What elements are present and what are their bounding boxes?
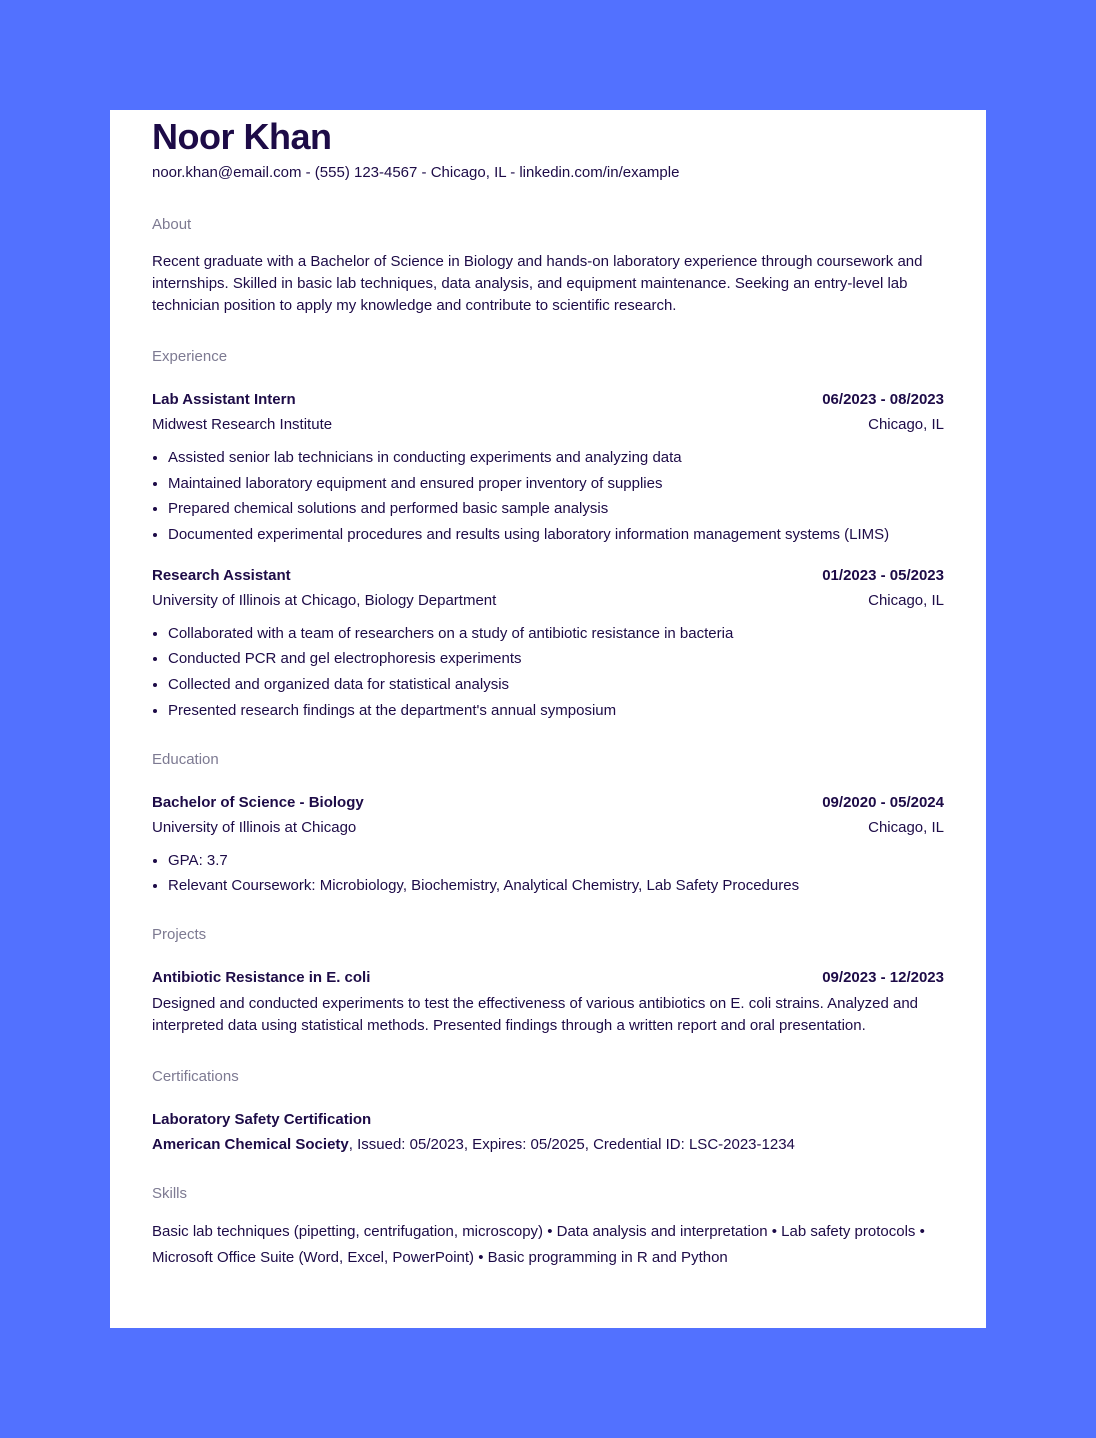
certification-details-line [152, 1136, 944, 1154]
education-degree: Bachelor of Science - Biology [152, 793, 364, 811]
list-item: • Maintained laboratory equipment and ensured proper inventory of supplies [168, 475, 944, 493]
list-item: • Conducted PCR and gel electrophoresis experiments [168, 650, 944, 668]
education-location: Chicago, IL [868, 818, 944, 836]
candidate-name: Noor Khan [152, 116, 332, 157]
education-section-title: Education [152, 750, 219, 768]
education-bullets [152, 852, 944, 896]
skills-section-title: Skills [152, 1185, 188, 1203]
list-item: • Assisted senior lab technicians in conducting experiments and analyzing data [168, 449, 944, 467]
about-section-title: About [152, 216, 192, 233]
experience-section-title: Experience [152, 348, 228, 365]
job-org: University of Illinois at Chicago, Biology Department [152, 591, 497, 609]
certification-name: Laboratory Safety Certification [152, 1111, 372, 1129]
education-header-row [152, 794, 944, 812]
list-item: • Documented experimental procedures and results using laboratory information management systems (LIMS) [168, 526, 944, 544]
project-dates: 09/2023 - 12/2023 [822, 969, 944, 987]
list-item: • Relevant Coursework: Microbiology, Biochemistry, Analytical Chemistry, Lab Safety Procedures [168, 877, 944, 895]
list-item: • Collaborated with a team of researchers on a study of antibiotic resistance in bacteria [168, 625, 944, 643]
job-org-row [152, 416, 944, 434]
job-header-row [152, 567, 944, 585]
job-role: Lab Assistant Intern [152, 391, 296, 408]
list-item: • GPA: 3.7 [168, 852, 944, 870]
education-dates: 09/2020 - 05/2024 [822, 793, 944, 811]
job-org: Midwest Research Institute [152, 416, 333, 433]
job-header-row [152, 391, 944, 409]
skills-text: Basic lab techniques (pipetting, centrifugation, microscopy) • Data analysis and interpretation • Lab safety protocols • Microsoft Office Suite (Word, Excel, PowerPoint) • Basic programming in R and Python [152, 1223, 925, 1267]
job-dates: 01/2023 - 05/2023 [822, 566, 944, 584]
certification-header-row [152, 1111, 944, 1129]
project-description: Designed and conducted experiments to test the effectiveness of various antibiotics on E. coli strains. Analyzed and interpreted data using statistical methods. Presented findings through a written report and oral presentation. [152, 995, 919, 1035]
job-entry [152, 391, 944, 544]
about-text: Recent graduate with a Bachelor of Science in Biology and hands-on laboratory experience through coursework and internships. Skilled in basic lab techniques, data analysis, and equipment maintenance. Seeking an entry-level lab technician position to apply my knowledge and contribute to scientific research. [152, 253, 923, 314]
certification-issuer: American Chemical Society [152, 1136, 349, 1154]
job-role: Research Assistant [152, 566, 291, 584]
resume-page [110, 110, 986, 1328]
certification-details: , Issued: 05/2023, Expires: 05/2025, Credential ID: LSC-2023-1234 [348, 1136, 795, 1154]
job-bullets [152, 449, 944, 544]
job-dates: 06/2023 - 08/2023 [822, 391, 944, 408]
job-location: Chicago, IL [868, 591, 944, 609]
education-school-row [152, 819, 944, 837]
job-org-row [152, 592, 944, 610]
list-item: • Presented research findings at the department's annual symposium [168, 702, 944, 720]
certifications-section-title: Certifications [152, 1068, 239, 1086]
list-item: • Prepared chemical solutions and performed basic sample analysis [168, 500, 944, 518]
projects-section-title: Projects [152, 926, 207, 944]
job-entry [152, 567, 944, 720]
contact-line: noor.khan@email.com - (555) 123-4567 - Chicago, IL - linkedin.com/in/example [152, 164, 680, 181]
project-name: Antibiotic Resistance in E. coli [152, 969, 371, 987]
list-item: • Collected and organized data for statistical analysis [168, 676, 944, 694]
education-school: University of Illinois at Chicago [152, 818, 357, 836]
job-location: Chicago, IL [868, 416, 944, 433]
job-bullets [152, 625, 944, 720]
project-header-row [152, 969, 944, 987]
